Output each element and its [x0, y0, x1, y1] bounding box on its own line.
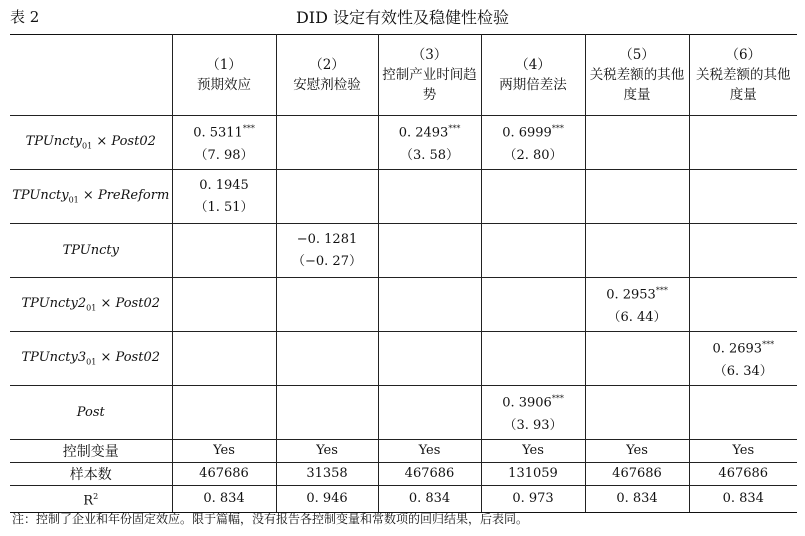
row-label-tpuncty-prereform: TPUncty$_{01}$ × PreReform	[10, 170, 172, 224]
cell-r2-c3	[378, 170, 481, 224]
row-label-tpuncty-post02: TPUncty$_{01}$ × Post02	[10, 116, 172, 170]
cell-r6-c2	[276, 386, 378, 440]
col-header-4: （4） 两期倍差法	[481, 35, 585, 116]
table-row	[10, 224, 797, 278]
table-number: 表 2	[10, 8, 40, 26]
sample-size-label: 样本数	[10, 463, 172, 486]
cell-r5-c4	[481, 332, 585, 386]
cell-r6-c1	[172, 386, 276, 440]
cell-r3-c1	[172, 224, 276, 278]
col-header-3: （3） 控制产业时间趋势	[378, 35, 481, 116]
r-squared-value: 0. 973	[481, 486, 585, 513]
sample-size-value: 131059	[481, 463, 585, 486]
cell-r5-c2	[276, 332, 378, 386]
cell-r3-c3	[378, 224, 481, 278]
table-row	[10, 278, 797, 332]
cell-r3-c4	[481, 224, 585, 278]
controls-value: Yes	[172, 440, 276, 463]
col-header-2: （2） 安慰剂检验	[276, 35, 378, 116]
cell-r2-c2	[276, 170, 378, 224]
table-row	[10, 170, 797, 224]
r-squared-value: 0. 946	[276, 486, 378, 513]
r-squared-label: $R^2$	[10, 486, 172, 513]
sample-size-value: 31358	[276, 463, 378, 486]
controls-value: Yes	[689, 440, 797, 463]
cell-r2-c5	[585, 170, 689, 224]
col-header-6: （6） 关税差额的其他度量	[689, 35, 797, 116]
cell-r5-c3	[378, 332, 481, 386]
r-squared-value: 0. 834	[689, 486, 797, 513]
cell-r3-c5	[585, 224, 689, 278]
header-row	[10, 35, 797, 116]
cell-r1-c6	[689, 116, 797, 170]
regression-table	[10, 34, 797, 513]
cell-r4-c5: 0. 2953*** （6. 44）	[585, 278, 689, 332]
cell-r1-c4: 0. 6999*** （2. 80）	[481, 116, 585, 170]
table-title: DID 设定有效性及稳健性检验	[295, 8, 510, 27]
row-label-tpuncty3-post02: $TPUncty3_{01}$ × Post02	[10, 332, 172, 386]
row-label-post: Post	[10, 386, 172, 440]
cell-r1-c3: 0. 2493*** （3. 58）	[378, 116, 481, 170]
col-header-5: （5） 关税差额的其他度量	[585, 35, 689, 116]
r-squared-value: 0. 834	[378, 486, 481, 513]
cell-r6-c3	[378, 386, 481, 440]
cell-r5-c5	[585, 332, 689, 386]
table-row	[10, 116, 797, 170]
controls-label: 控制变量	[10, 440, 172, 463]
r-squared-value: 0. 834	[172, 486, 276, 513]
cell-r1-c1: 0. 5311*** （7. 98）	[172, 116, 276, 170]
cell-r3-c6	[689, 224, 797, 278]
controls-value: Yes	[585, 440, 689, 463]
table-note: 注：控制了企业和年份固定效应。限于篇幅，没有报告各控制变量和常数项的回归结果，后表同。	[12, 512, 529, 526]
cell-r2-c1: 0. 1945 （1. 51）	[172, 170, 276, 224]
cell-r4-c3	[378, 278, 481, 332]
table-row	[10, 386, 797, 440]
cell-r2-c6	[689, 170, 797, 224]
sample-size-value: 467686	[378, 463, 481, 486]
header-corner	[10, 35, 172, 116]
cell-r4-c2	[276, 278, 378, 332]
controls-row	[10, 440, 797, 463]
col-header-1: （1） 预期效应	[172, 35, 276, 116]
cell-r3-c2: −0. 1281 （−0. 27）	[276, 224, 378, 278]
r-squared-value: 0. 834	[585, 486, 689, 513]
cell-r2-c4	[481, 170, 585, 224]
controls-value: Yes	[378, 440, 481, 463]
cell-r5-c1	[172, 332, 276, 386]
cell-r4-c1	[172, 278, 276, 332]
cell-r1-c5	[585, 116, 689, 170]
cell-r6-c4: 0. 3906*** （3. 93）	[481, 386, 585, 440]
row-label-tpuncty2-post02: $TPUncty2_{01}$ × Post02	[10, 278, 172, 332]
sample-size-value: 467686	[172, 463, 276, 486]
cell-r1-c2	[276, 116, 378, 170]
table-row	[10, 332, 797, 386]
cell-r6-c5	[585, 386, 689, 440]
cell-r4-c4	[481, 278, 585, 332]
sample-size-value: 467686	[689, 463, 797, 486]
sample-size-value: 467686	[585, 463, 689, 486]
row-label-tpuncty: TPUncty	[10, 224, 172, 278]
r-squared-row	[10, 486, 797, 513]
cell-r4-c6	[689, 278, 797, 332]
cell-r6-c6	[689, 386, 797, 440]
cell-r5-c6: 0. 2693*** （6. 34）	[689, 332, 797, 386]
sample-size-row	[10, 463, 797, 486]
controls-value: Yes	[481, 440, 585, 463]
controls-value: Yes	[276, 440, 378, 463]
